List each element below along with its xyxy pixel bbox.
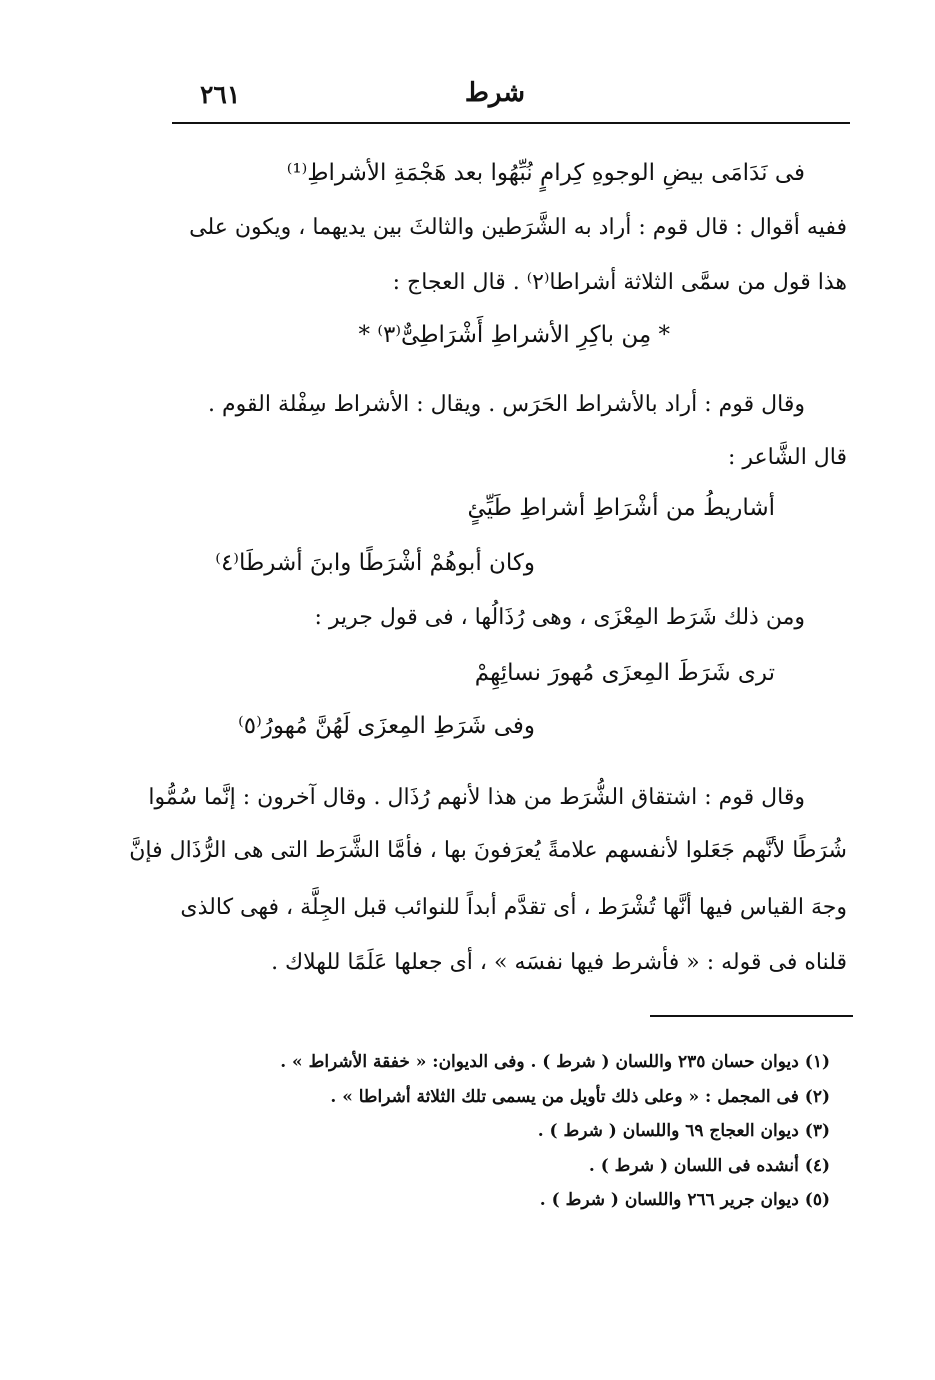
verse-4-second-hemistich: وفى شَرَطِ المِعزَى لَهُنَّ مُهورُ⁽٥⁾ bbox=[238, 713, 535, 739]
footnote-rule bbox=[650, 1015, 853, 1017]
header-rule bbox=[172, 122, 850, 124]
paragraph-2-line-2: قال الشَّاعر : bbox=[727, 445, 847, 470]
paragraph-3-line-1: ومن ذلك شَرَط المِعْزَى ، وهى رُذَالُها ، فى قول جرير : bbox=[314, 605, 805, 630]
verse-1: فى نَدَامَى بيضِ الوجوهِ كِرامٍ نُبِّهُوا بعد هَجْمَةِ الأشراطِ⁽¹⁾ bbox=[286, 160, 805, 186]
footnote-4: (٤) أنشده فى اللسان ( شرط ) . bbox=[588, 1156, 830, 1176]
verse-4-first-hemistich: ترى شَرَطَ المِعزَى مُهورَ نسائِهِمْ bbox=[474, 660, 775, 686]
paragraph-4-line-1: وقال قوم : اشتقاق الشُّرَط من هذا لأنهم رُذَال . وقال آخرون : إنَّما سُمُّوا bbox=[148, 785, 805, 810]
running-head-title: شرط bbox=[464, 78, 525, 108]
paragraph-4-line-4: قلناه فى قوله : « فأشرط فيها نفسَه » ، أى جعلها عَلَمًا للهلاك . bbox=[271, 950, 847, 975]
verse-2: * مِن باكِرِ الأشراطِ أَشْرَاطِىٌّ⁽٣⁾ * bbox=[358, 322, 670, 348]
footnote-2: (٢) فى المجمل : « وعلى ذلك تأويل من يسمى تلك الثلاثة أشراطا » . bbox=[330, 1087, 830, 1107]
verse-3-second-hemistich: وكان أبوهُمْ أشْرَطًا وابنَ أشرطَا⁽٤⁾ bbox=[215, 550, 535, 576]
verse-3-first-hemistich: أشاريطُ من أشْرَاطِ أشراطِ طَيِّئٍ bbox=[467, 495, 775, 521]
paragraph-4-line-3: وجهَ القياس فيها أنَّها تُشْرَط ، أى تقدَّم أبداً للنوائب قبل الجِلَّة ، فهى كالذى bbox=[180, 895, 847, 920]
page-number: ٢٦١ bbox=[200, 80, 241, 109]
footnote-5: (٥) ديوان جرير ٢٦٦ واللسان ( شرط ) . bbox=[539, 1190, 830, 1210]
footnote-1: (١) ديوان حسان ٢٣٥ واللسان ( شرط ) . وفى الديوان: « خفقة الأشراط » . bbox=[280, 1052, 830, 1072]
paragraph-1-line-1: ففيه أقوال : قال قوم : أراد به الشَّرَطين والثالثَ بين يديهما ، ويكون على bbox=[189, 215, 847, 240]
paragraph-1-line-2: هذا قول من سمَّى الثلاثة أشراطا⁽٢⁾ . قال العجاج : bbox=[392, 270, 847, 295]
paragraph-4-line-2: شُرَطًا لأنَّهم جَعَلوا لأنفسهم علامةً يُعرَفونَ بها ، فأمَّا الشَّرَط التى هى الرُّذَال فإنَّ bbox=[129, 838, 847, 863]
paragraph-2-line-1: وقال قوم : أراد بالأشراط الحَرَس . ويقال : الأشراط سِفْلة القوم . bbox=[208, 392, 805, 417]
footnote-3: (٣) ديوان العجاج ٦٩ واللسان ( شرط ) . bbox=[537, 1121, 830, 1141]
